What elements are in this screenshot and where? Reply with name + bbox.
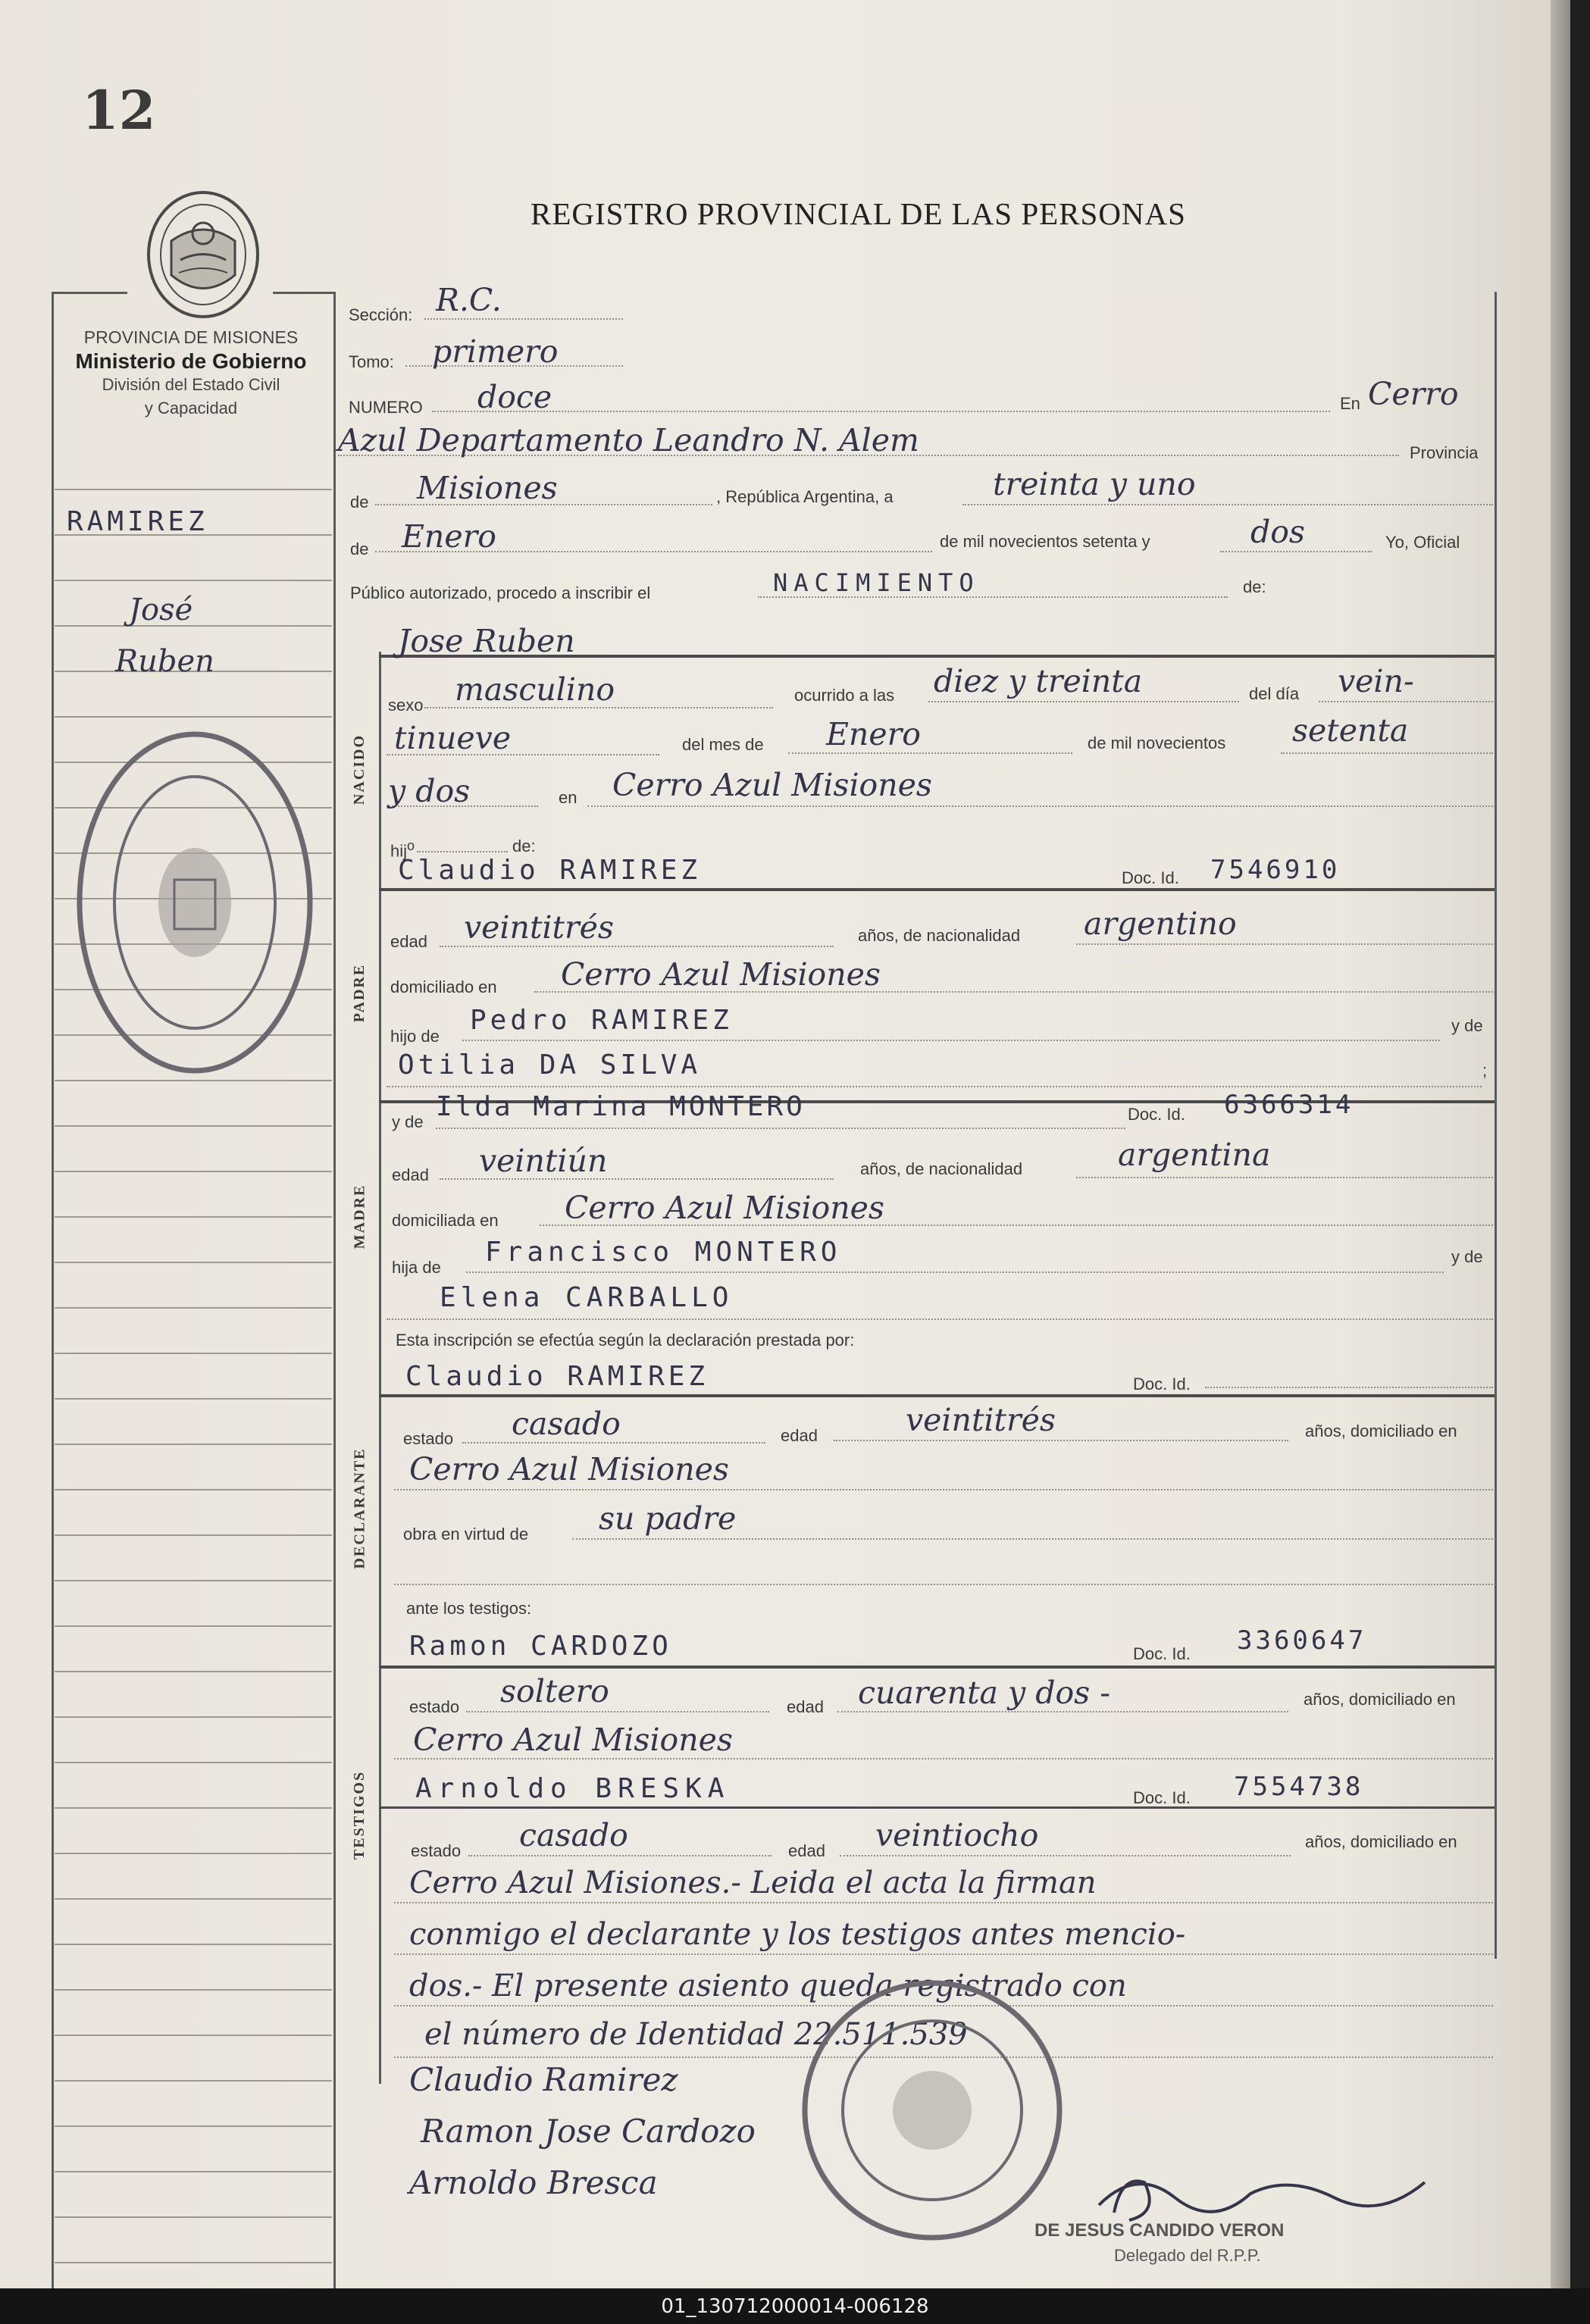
declarante-nombre: Claudio RAMIREZ bbox=[405, 1361, 709, 1392]
testigo1-edad-value: cuarenta y dos - bbox=[858, 1675, 1111, 1711]
margin-top-rule-left bbox=[52, 292, 127, 294]
nacido-nombre: Jose Ruben bbox=[398, 623, 575, 659]
numero-value: doce bbox=[477, 379, 552, 415]
padre-madre-value: Otilia DA SILVA bbox=[398, 1049, 702, 1081]
dia-nacido-underline bbox=[1319, 701, 1493, 702]
testigo2-doc-value: 7554738 bbox=[1234, 1772, 1364, 1802]
testigo2-estado-underline bbox=[468, 1855, 772, 1856]
madre-madre-value: Elena CARBALLO bbox=[440, 1282, 734, 1313]
margin-rule bbox=[55, 1534, 332, 1536]
padre-madre-underline bbox=[387, 1086, 1482, 1087]
testigo1-dom-underline bbox=[394, 1758, 1493, 1759]
yo-label: Yo, Oficial bbox=[1385, 533, 1460, 552]
madre-nac-label: años, de nacionalidad bbox=[860, 1159, 1023, 1178]
padre-edad-label: edad bbox=[390, 932, 427, 951]
margin-surname: RAMIREZ bbox=[67, 506, 208, 537]
testigo2-edad-label: edad bbox=[788, 1841, 825, 1860]
provincia-value: Misiones bbox=[417, 470, 558, 506]
margin-rule bbox=[55, 1989, 332, 1991]
signature-testigo1: Ramon Jose Cardozo bbox=[421, 2113, 756, 2150]
anio-underline bbox=[1220, 551, 1372, 552]
testigo2-estado-value: casado bbox=[519, 1817, 628, 1853]
mil-nacido-label: de mil novecientos bbox=[1088, 733, 1226, 752]
margin-rule bbox=[55, 2080, 332, 2082]
testigo1-dom-value: Cerro Azul Misiones bbox=[413, 1722, 733, 1758]
mes-value: Enero bbox=[402, 518, 496, 555]
testigo1-doc-label: Doc. Id. bbox=[1133, 1644, 1191, 1663]
acto-value: NACIMIENTO bbox=[773, 568, 980, 597]
notes-text-1: Cerro Azul Misiones.- Leida el acta la firman bbox=[409, 1866, 1097, 1900]
madre-edad-label: edad bbox=[392, 1165, 429, 1184]
declarante-section-label: DECLARANTE bbox=[351, 1447, 368, 1569]
tomo-value: primero bbox=[432, 333, 559, 370]
deldia-label: del día bbox=[1249, 684, 1300, 703]
document-title: REGISTRO PROVINCIAL DE LAS PERSONAS bbox=[531, 196, 1186, 231]
madre-dom-label: domiciliada en bbox=[392, 1211, 499, 1230]
margin-rule bbox=[55, 1671, 332, 1672]
tomo-label: Tomo: bbox=[349, 352, 394, 371]
testigos-top-rule bbox=[379, 1666, 1495, 1669]
province-emblem-icon bbox=[135, 188, 271, 323]
anio-value: dos bbox=[1250, 514, 1305, 550]
padre-nac-underline bbox=[1076, 943, 1493, 945]
numero-label: NUMERO bbox=[349, 398, 423, 417]
division-label-2: y Capacidad bbox=[144, 399, 238, 418]
madre-section-label: MADRE bbox=[351, 1184, 368, 1249]
madre-yde2-label: y de bbox=[1451, 1247, 1483, 1266]
margin-border-left bbox=[52, 292, 54, 2288]
padre-nac-value: argentino bbox=[1084, 906, 1237, 942]
official-title: Delegado del R.P.P. bbox=[1114, 2246, 1261, 2265]
margin-rule bbox=[55, 1853, 332, 1854]
division-label-1: División del Estado Civil bbox=[102, 375, 280, 394]
testigo2-edad-value: veintiocho bbox=[875, 1817, 1039, 1853]
hijo-de-label: de: bbox=[512, 837, 536, 855]
en-value: Cerro bbox=[1368, 376, 1459, 412]
declarante-dom-label: años, domiciliado en bbox=[1305, 1422, 1457, 1440]
padre-yde-label: y de bbox=[1451, 1016, 1483, 1035]
ocurrido-label: ocurrido a las bbox=[794, 686, 895, 705]
anio-nacido-underline bbox=[1281, 752, 1493, 754]
testigo2-doc-label: Doc. Id. bbox=[1133, 1788, 1191, 1807]
padre-edad-value: veintitrés bbox=[464, 909, 614, 946]
declarante-dom-underline bbox=[394, 1489, 1493, 1490]
madre-hija-label: hija de bbox=[392, 1258, 441, 1277]
province-label: PROVINCIA DE MISIONES bbox=[83, 327, 299, 347]
declarante-obra-underline bbox=[572, 1538, 1493, 1540]
declarante-edad-label: edad bbox=[781, 1426, 818, 1445]
declarante-doc-underline bbox=[1205, 1387, 1493, 1388]
testigo1-estado-underline bbox=[466, 1711, 769, 1713]
issuer-block bbox=[50, 326, 332, 420]
declarante-obra-value: su padre bbox=[599, 1500, 737, 1537]
margin-rule bbox=[55, 1489, 332, 1490]
declarante-edad-underline bbox=[834, 1440, 1288, 1441]
margin-rule bbox=[55, 1580, 332, 1581]
madre-doc-value: 6366314 bbox=[1224, 1090, 1354, 1120]
madre-edad-value: veintiún bbox=[479, 1143, 608, 1179]
scan-footer-id: 01_130712000014-006128 bbox=[0, 2288, 1590, 2324]
hora-value: diez y treinta bbox=[934, 663, 1143, 699]
dia-nacido-value-1: vein- bbox=[1338, 663, 1414, 699]
margin-rule bbox=[55, 1262, 332, 1263]
notes-line-2 bbox=[394, 1953, 1493, 1955]
declarante-obra-label: obra en virtud de bbox=[403, 1525, 529, 1544]
padre-doc-value: 7546910 bbox=[1210, 855, 1341, 885]
declarante-extra-underline bbox=[394, 1584, 1493, 1585]
dia-nacido-value-2: tinueve bbox=[394, 720, 512, 756]
padre-padre-value: Pedro RAMIREZ bbox=[470, 1005, 733, 1036]
testigo1-doc-value: 3360647 bbox=[1237, 1625, 1367, 1656]
testigo1-edad-label: edad bbox=[787, 1697, 824, 1716]
testigo1-estado-label: estado bbox=[409, 1697, 460, 1716]
margin-rule bbox=[55, 1762, 332, 1763]
sexo-value: masculino bbox=[455, 671, 615, 708]
margin-rule bbox=[55, 1807, 332, 1809]
lugar-nacido-underline bbox=[587, 805, 1493, 807]
seccion-label: Sección: bbox=[349, 305, 413, 324]
margin-rule bbox=[55, 1716, 332, 1718]
declarante-edad-value: veintitrés bbox=[906, 1402, 1056, 1438]
anio-nacido-value-2: y dos bbox=[388, 773, 471, 809]
madre-nombre-underline bbox=[436, 1128, 1125, 1129]
mes-nacido-value: Enero bbox=[826, 716, 921, 752]
madre-dom-value: Cerro Azul Misiones bbox=[565, 1190, 884, 1226]
testigos-intro: ante los testigos: bbox=[406, 1599, 532, 1618]
margin-rule bbox=[55, 2171, 332, 2172]
nacido-section-label: NACIDO bbox=[351, 733, 368, 805]
section-label-border bbox=[379, 652, 381, 2084]
madre-yde-label: y de bbox=[392, 1112, 424, 1131]
margin-rule bbox=[55, 2216, 332, 2218]
sexo-label: sexo bbox=[388, 696, 424, 715]
testigo2-top-rule bbox=[379, 1806, 1495, 1809]
numero-underline bbox=[432, 411, 1330, 412]
notes-text-2: conmigo el declarante y los testigos antes mencio- bbox=[409, 1917, 1186, 1952]
testigo1-estado-value: soltero bbox=[500, 1673, 609, 1709]
madre-madre-underline bbox=[387, 1318, 1493, 1320]
padre-dom-value: Cerro Azul Misiones bbox=[561, 956, 881, 993]
margin-given-name-2: Ruben bbox=[115, 644, 214, 679]
ministry-label: Ministerio de Gobierno bbox=[75, 349, 307, 373]
margin-rule bbox=[55, 1444, 332, 1445]
margin-rule bbox=[55, 1898, 332, 1900]
seccion-underline bbox=[424, 318, 623, 320]
testigo2-nombre: Arnoldo BRESKA bbox=[415, 1773, 731, 1804]
padre-nac-label: años, de nacionalidad bbox=[858, 926, 1021, 945]
margin-rule bbox=[55, 1307, 332, 1309]
padre-hijo-label: hijo de bbox=[390, 1027, 440, 1046]
padre-dom-label: domiciliado en bbox=[390, 977, 497, 996]
padre-section-label: PADRE bbox=[351, 963, 368, 1022]
declarante-intro: Esta inscripción se efectúa según la declaración prestada por: bbox=[396, 1331, 855, 1350]
margin-rule bbox=[55, 489, 332, 490]
declarante-top-rule bbox=[379, 1394, 1495, 1397]
place-value: Azul Departamento Leandro N. Alem bbox=[338, 422, 919, 458]
madre-nac-value: argentina bbox=[1118, 1137, 1271, 1173]
en-nacido-label: en bbox=[559, 788, 577, 807]
testigo1-dom-label: años, domiciliado en bbox=[1304, 1690, 1456, 1709]
testigo2-estado-label: estado bbox=[411, 1841, 462, 1860]
madre-padre-value: Francisco MONTERO bbox=[485, 1237, 842, 1268]
mil-label: de mil novecientos setenta y bbox=[940, 532, 1150, 551]
hora-underline bbox=[928, 701, 1239, 702]
publico-label: Público autorizado, procedo a inscribir el bbox=[350, 583, 651, 602]
dia-underline bbox=[962, 504, 1493, 505]
official-seal-stamp bbox=[792, 1970, 1072, 2250]
margin-rule bbox=[55, 1944, 332, 1945]
mes-nacido-underline bbox=[788, 752, 1072, 754]
lugar-nacido-value: Cerro Azul Misiones bbox=[612, 767, 932, 803]
republica-label: , República Argentina, a bbox=[716, 487, 894, 506]
testigo2-edad-underline bbox=[840, 1855, 1291, 1856]
margin-rule bbox=[55, 1398, 332, 1400]
margin-rule bbox=[55, 580, 332, 581]
margin-given-name-1: José bbox=[129, 593, 193, 627]
page-edge-shadow bbox=[1551, 0, 1570, 2288]
padre-semicolon: ; bbox=[1482, 1061, 1488, 1080]
testigo2-dom-label: años, domiciliado en bbox=[1305, 1832, 1457, 1851]
registry-seal-stamp bbox=[70, 724, 320, 1081]
declarante-dom-value: Cerro Azul Misiones bbox=[409, 1451, 729, 1487]
madre-nac-underline bbox=[1076, 1177, 1493, 1178]
signature-testigo2: Arnoldo Bresca bbox=[409, 2164, 658, 2201]
form-border-right bbox=[1495, 292, 1497, 1959]
declarante-estado-label: estado bbox=[403, 1429, 454, 1448]
testigos-section-label: TESTIGOS bbox=[351, 1770, 368, 1860]
signature-declarante: Claudio Ramirez bbox=[409, 2061, 678, 2098]
margin-rule bbox=[55, 2262, 332, 2263]
dia-value: treinta y uno bbox=[993, 466, 1196, 502]
declarante-doc-label: Doc. Id. bbox=[1133, 1375, 1191, 1393]
notes-line-1 bbox=[394, 1902, 1493, 1903]
padre-edad-underline bbox=[440, 946, 834, 947]
notes-text-4: el número de Identidad 22.511.539 bbox=[424, 2017, 968, 2052]
declarante-estado-value: casado bbox=[512, 1406, 621, 1442]
padre-top-rule bbox=[379, 888, 1495, 891]
anio-nacido-value-1: setenta bbox=[1292, 712, 1409, 749]
margin-rule bbox=[55, 2125, 332, 2127]
madre-nombre: Ilda Marina MONTERO bbox=[436, 1091, 806, 1122]
declarante-estado-underline bbox=[462, 1442, 765, 1444]
margin-rule bbox=[55, 716, 332, 718]
testigo1-edad-underline bbox=[837, 1711, 1288, 1713]
margin-border-right bbox=[333, 292, 336, 2288]
margin-rule bbox=[55, 1171, 332, 1172]
testigo1-nombre: Ramon CARDOZO bbox=[409, 1631, 672, 1662]
mes-nacido-label: del mes de bbox=[682, 735, 764, 754]
madre-doc-label: Doc. Id. bbox=[1128, 1105, 1185, 1124]
madre-hija-underline bbox=[466, 1271, 1444, 1273]
en-label: En bbox=[1340, 394, 1360, 413]
de-label: de bbox=[350, 493, 369, 511]
padre-hijo-underline bbox=[462, 1040, 1440, 1041]
notes-text-3: dos.- El presente asiento queda registrado con bbox=[409, 1969, 1127, 2003]
margin-rule bbox=[55, 1216, 332, 1218]
padre-doc-label: Doc. Id. bbox=[1122, 868, 1179, 887]
hijo-label: hij$^o$ bbox=[390, 838, 415, 861]
official-name: DE JESUS CANDIDO VERON bbox=[1034, 2220, 1285, 2241]
margin-rule bbox=[55, 1125, 332, 1127]
margin-rule bbox=[55, 2035, 332, 2036]
hijo-suffix: o bbox=[407, 838, 415, 853]
margin-top-rule-right bbox=[273, 292, 335, 294]
padre-nombre: Claudio RAMIREZ bbox=[398, 855, 702, 886]
hijo-underline bbox=[417, 851, 508, 852]
provincia-label: Provincia bbox=[1410, 443, 1479, 462]
margin-rule bbox=[55, 625, 332, 627]
page-number: 12 bbox=[82, 79, 156, 142]
de2-label: de: bbox=[1243, 577, 1266, 596]
margin-rule bbox=[55, 1353, 332, 1354]
de-label-2: de bbox=[350, 540, 369, 558]
seccion-value: R.C. bbox=[436, 282, 502, 318]
margin-rule bbox=[55, 1625, 332, 1627]
